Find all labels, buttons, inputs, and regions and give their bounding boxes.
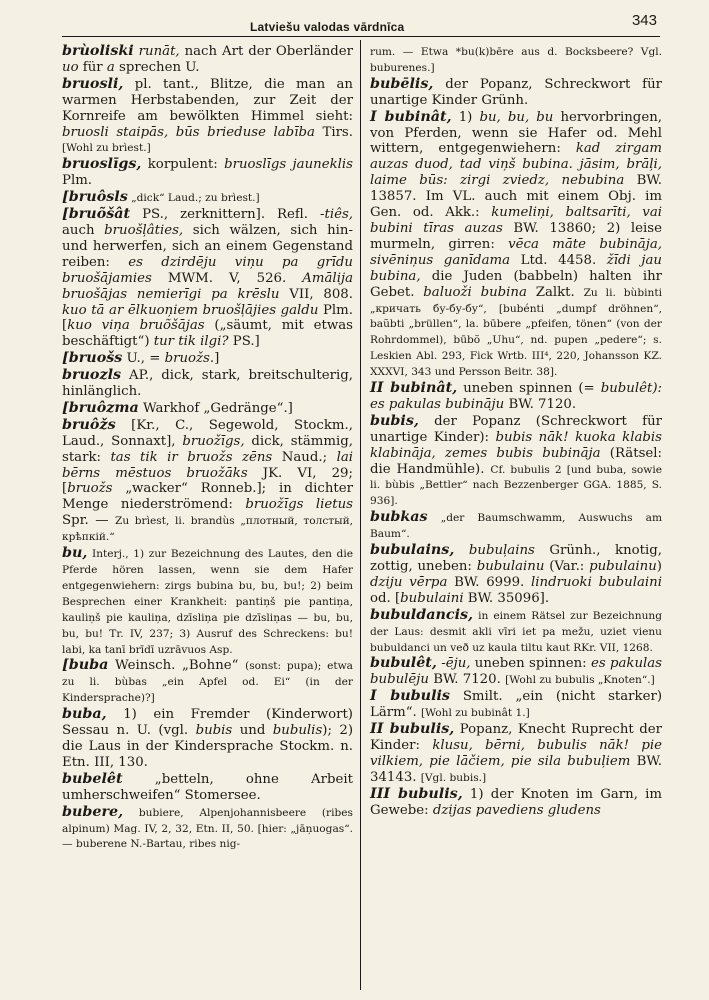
headword: I bubinât,	[370, 108, 452, 125]
example-text: -tiês,	[319, 207, 353, 223]
definition-text: und	[232, 723, 273, 739]
definition-text: Tirs.	[314, 124, 353, 140]
definition-text: BW. 13860; 2) leise murmeln, girren:	[370, 220, 662, 252]
definition-text: AP., dick, stark, breitschulterig, hinlänglich.	[62, 368, 353, 400]
definition-text: korpulent:	[141, 157, 225, 173]
left-column	[62, 44, 353, 852]
headword: bruozls	[62, 367, 122, 384]
definition-text: 1) ein Fremder (Kinderwort) Sessau n. U. (vgl.	[62, 707, 353, 739]
example-text: tas tik ir bruožs zēns	[110, 449, 273, 465]
headword: III bubulis,	[370, 785, 463, 802]
headword: bubēlis,	[370, 75, 434, 92]
definition-text: Spr. —	[62, 513, 115, 529]
example-text: kuo viņa bruõšājas	[67, 318, 205, 334]
example-text: žīdi jau bubina,	[370, 252, 662, 284]
right-column	[370, 44, 662, 819]
headword: bubulains,	[370, 542, 455, 559]
headword: buba,	[62, 706, 107, 723]
etymology-note: „der Baumschwamm, Auswuchs am Baum“.	[370, 512, 662, 541]
headword: bruôžs	[62, 416, 116, 433]
headword: bubis,	[370, 412, 419, 429]
example-text: bubulis	[272, 723, 323, 739]
header-rule	[62, 36, 660, 37]
column-divider	[360, 40, 361, 990]
page-number: 343	[631, 12, 657, 29]
definition-text: hervorbringen, von Pferden, wenn sie Hafer od. Mehl wittern, entgegenwiehern:	[370, 109, 662, 157]
etymology-note: bubiere, Alpenjohannisbeere (ribes alpinum) Mag. IV, 2, 32, Etn. II, 50. [hier: „jāņuogas“. — buberene N.-Bartau, ribes nig-	[62, 806, 353, 851]
example-text: lai bērns mēstuos bruožāks	[62, 449, 353, 481]
dictionary-entry	[370, 381, 662, 413]
dictionary-entry	[370, 543, 662, 607]
etymology-note: [Wohl zu bubulis „Knoten“.]	[505, 674, 655, 687]
definition-text: BW. 13857. Im VL. auch mit einem Obj. im Gen. od. Akk.:	[370, 173, 662, 221]
example-text: bruožīgs,	[182, 433, 245, 449]
dictionary-entry	[62, 772, 353, 804]
definition-text: die Juden (babbeln) halten ihr Gebet.	[370, 268, 662, 300]
definition-text: BW. 7120.	[428, 672, 506, 688]
definition-text: Weinsch. „Bohne“	[108, 658, 246, 674]
headword: bubuldancis,	[370, 606, 474, 623]
example-text: kuo tā ar ēlkuoņiem bruošļājies galdu	[62, 302, 319, 318]
example-text: pubulainu	[589, 559, 657, 574]
dictionary-entry	[62, 44, 353, 76]
definition-text: uneben spinnen:	[470, 656, 591, 672]
example-text: baluoži bubina	[423, 284, 527, 300]
example-text: bruožs	[67, 481, 113, 497]
definition-text: (Rätsel: die Handmühle).	[370, 445, 662, 477]
etymology-note: [Vgl. bubis.]	[420, 771, 487, 784]
page-header	[0, 10, 709, 36]
example-text: bruošļâties,	[104, 222, 184, 238]
definition-text: für	[78, 59, 107, 75]
example-text: kad zirgam auzas duod, tad viņš bubina. jāsim, brāļi, laime būs: zirgi zviedz, nebubina	[370, 141, 662, 189]
etymology-note: „dick“ Laud.; zu brìest.]	[127, 192, 260, 205]
definition-text: U., =	[122, 351, 165, 367]
dictionary-entry	[62, 77, 353, 157]
etymology-note: Interj., 1) zur Bezeichnung des Lautes, den die Pferde hören lassen, wenn sie dem Hafer entgegenwiehern: zirgs bubina bu, bu, bu!; 2) beim Besprechen einer Krankheit: pantiņš pie pantiņa, kauliņš pie kauliņa, dzīsliņa pie dzīsliņas — bu, bu, bu, bu! Tr. IV, 237; 3) Ausruf des Schreckens: bu! labi, ka tanī brīdī uzrāvuos Asp.	[62, 548, 353, 656]
example-text: -ēju,	[441, 656, 471, 672]
example-text: bruožs.	[164, 351, 215, 367]
etymology-note: (sonst: pupa); etwa zu li. bùbas „ein Apfel od. Ei“ (in der Kindersprache)?]	[62, 660, 353, 705]
headword: bruosli,	[62, 75, 124, 92]
example-text: dzijas pavediens gludens	[432, 802, 601, 818]
definition-text: auch	[62, 222, 105, 238]
example-text: bubis	[195, 723, 233, 739]
dictionary-entry	[370, 77, 662, 109]
definition-text: Naud.;	[272, 449, 337, 465]
example-text: runāt,	[138, 44, 180, 59]
dictionary-entry	[370, 608, 662, 656]
headword: [buba	[62, 657, 109, 674]
dictionary-entry	[62, 418, 353, 545]
dictionary-entry	[62, 190, 353, 206]
example-text: = bubulêt): es pakulas bubināju	[370, 381, 662, 412]
headword: II bubinât,	[370, 380, 458, 397]
example-text: klusu, bērni, bubulis nāk! pie vilkiem, pie lāčiem, pie sila bubuļiem	[370, 737, 662, 769]
definition-text: Warkhof „Gedränge“.]	[138, 400, 293, 416]
dictionary-entry	[62, 658, 353, 706]
headword: bruoslīgs,	[62, 156, 142, 173]
running-title: Latviešu valodas vārdnīca	[250, 20, 405, 34]
definition-text: Popanz, Knecht Ruprecht der Kinder:	[370, 722, 662, 753]
definition-text: der Popanz (Schreckwort für unartige Kinder):	[370, 413, 662, 445]
definition-text: 1)	[451, 109, 480, 125]
headword: bu,	[62, 545, 88, 562]
definition-text: Grünh., knotig, zottig, uneben:	[370, 543, 662, 574]
headword: [bruôsls	[62, 189, 128, 206]
dictionary-entry	[370, 414, 662, 509]
definition-text: PS., zerknittern]. Refl.	[130, 207, 320, 223]
example-text: Amālija bruošājas nemierīgi pa krēslu	[62, 270, 353, 302]
example-text: tur tik ilgi?	[153, 334, 229, 350]
dictionary-entry	[62, 368, 353, 400]
dictionary-entry	[370, 787, 662, 819]
definition-text: JK. VI, 29; [	[62, 465, 353, 497]
etymology-note: Cf. bubulis 2 [und buba, sowie li. bùbis „Bettler“ nach Bezzenberger GGA. 1885, S. 936].	[370, 463, 662, 508]
dictionary-entry	[370, 510, 662, 542]
headword: bubkas	[370, 509, 428, 526]
dictionary-entry	[62, 546, 353, 657]
definition-text: „betteln, ohne Arbeit umherschweifen“ Stomersee.	[62, 771, 353, 803]
definition-text: od. [	[370, 590, 401, 606]
definition-text: VII, 808.	[279, 286, 353, 302]
definition-text: „wacker“ Ronneb.]; in dichter Menge niederströmend:	[62, 481, 353, 513]
definition-text: („säumt, mit etwas beschäftigt“)	[62, 318, 353, 350]
example-text: bu, bu, bu	[479, 109, 554, 125]
dictionary-entry	[370, 44, 662, 76]
dictionary-entry	[370, 689, 662, 721]
headword: brùoliski	[62, 43, 134, 59]
headword: [bruõšât	[62, 206, 131, 223]
headword: bubulêt,	[370, 655, 437, 672]
example-text: uo	[62, 59, 79, 75]
etymology-note: rum. — Etwa *bu(k)bēre aus d. Bocksbeere? Vgl. buburenes.]	[370, 46, 662, 74]
etymology-note: [Wohl zu brìest.]	[62, 142, 151, 155]
etymology-note: [Wohl zu bubinât 1.]	[420, 707, 530, 720]
example-text: bubis nāk! kuoka klabis klabināja, zemes bubis bubināja	[370, 429, 662, 461]
definition-text: Ltd. 4458.	[510, 252, 607, 268]
example-text: vēca māte bubināja, sivēniņus ganīdama	[370, 236, 662, 268]
definition-text: pl. tant., Blitze, die man an warmen Herbstabenden, zur Zeit der Kornreife am bewölkten Himmel sieht:	[62, 76, 353, 124]
example-text: es dzirdēju viņu pa grīdu bruošājamies	[62, 254, 353, 286]
definition-text: BW. 6999.	[447, 574, 532, 590]
example-text: bruožīgs lietus	[245, 497, 353, 513]
definition-text: ); 2) die Laus in der Kindersprache Stockm. n. Etn. III, 130.	[62, 723, 354, 770]
definition-text: Plm. [	[62, 302, 354, 334]
dictionary-entry	[62, 157, 353, 189]
example-text: bubulainu	[476, 559, 545, 574]
headword: bubelêt	[62, 770, 123, 787]
dictionary-entry	[370, 656, 662, 688]
definition-text: MWM. V, 526.	[151, 270, 303, 286]
dictionary-entry	[62, 207, 353, 350]
definition-text: uneben spinnen (	[457, 381, 584, 397]
definition-text: PS.]	[228, 334, 260, 350]
definition-text: dick, stämmig, stark:	[62, 433, 353, 465]
definition-text: 1) der Knoten im Garn, im Gewebe:	[370, 786, 662, 818]
headword: II bubulis,	[370, 721, 455, 738]
definition-text: sich wälzen, sich hin- und herwerfen, sich an einem Gegenstand reiben:	[62, 222, 353, 270]
example-text: bubulaini	[400, 590, 464, 606]
example-text: dziju vērpa	[370, 574, 448, 590]
example-text: a	[106, 59, 115, 75]
dictionary-entry	[62, 707, 353, 771]
etymology-note: Zu brìest, li. brandùs „плотный, толстый, крѣпкій.“	[62, 515, 353, 544]
dictionary-entry	[62, 351, 353, 367]
dictionary-entry	[62, 805, 353, 853]
definition-text: Plm.	[62, 173, 93, 189]
definition-text: (Var.:	[544, 559, 590, 574]
etymology-note: in einem Rätsel zur Bezeichnung der Laus: desmit akli vīri iet pa mežu, uziet vienu bubuldanci un veð uz kaula tiltu kaut RKr. VII, 1268.	[370, 609, 662, 654]
example-text: es pakulas bubulēju	[370, 656, 663, 688]
definition-text: )	[656, 559, 662, 574]
dictionary-entry	[370, 110, 662, 380]
definition-text: der Popanz, Schreckwort für unartige Kinder Grünh.	[370, 76, 662, 108]
definition-text: Smilt. „ein (nicht starker) Lärm“.	[370, 689, 663, 721]
example-text: bubuļains	[468, 543, 535, 559]
dictionary-entry	[370, 722, 662, 786]
headword: [bruošs	[62, 350, 123, 367]
example-text: lindruoki bubulaini	[531, 574, 662, 590]
definition-text: BW. 35096].	[463, 590, 550, 606]
example-text: kumeliņi, baltsarīti, vai bubini tīras auzas	[370, 205, 662, 236]
definition-text: ]	[214, 351, 220, 367]
example-text: bruoslīgs jauneklis	[224, 157, 353, 173]
definition-text: sprechen U.	[114, 59, 200, 75]
etymology-note: Zu li. bùbinti „кричать бу-бу-бу“, [bubénti „dumpf dröhnen“, baũbti „brüllen“, la. būbere „pfeifen, tönen“ (von der Rohrdommel), būbõ „Uhu“, nd. pupen „pedere“; s. Leskien Abl. 293, Fick Wrtb. III⁴, 220, Johansson KZ. XXXVI, 343 und Persson Beitr. 38].	[370, 286, 663, 379]
definition-text: [Kr., C., Segewold, Stockm., Laud., Sonnaxt],	[62, 417, 353, 449]
dictionary-entry	[62, 401, 353, 417]
definition-text: Zalkt.	[526, 284, 584, 300]
definition-text: BW. 34143.	[370, 753, 662, 785]
definition-text: nach Art der Oberländer	[179, 44, 353, 59]
definition-text: BW. 7120.	[504, 396, 577, 412]
headword: bubere,	[62, 803, 124, 820]
headword: [bruôzma	[62, 399, 139, 416]
example-text: bruosli staipās, būs brieduse labība	[62, 124, 315, 140]
headword: I bubulis	[370, 688, 450, 705]
definition-text	[454, 543, 469, 558]
